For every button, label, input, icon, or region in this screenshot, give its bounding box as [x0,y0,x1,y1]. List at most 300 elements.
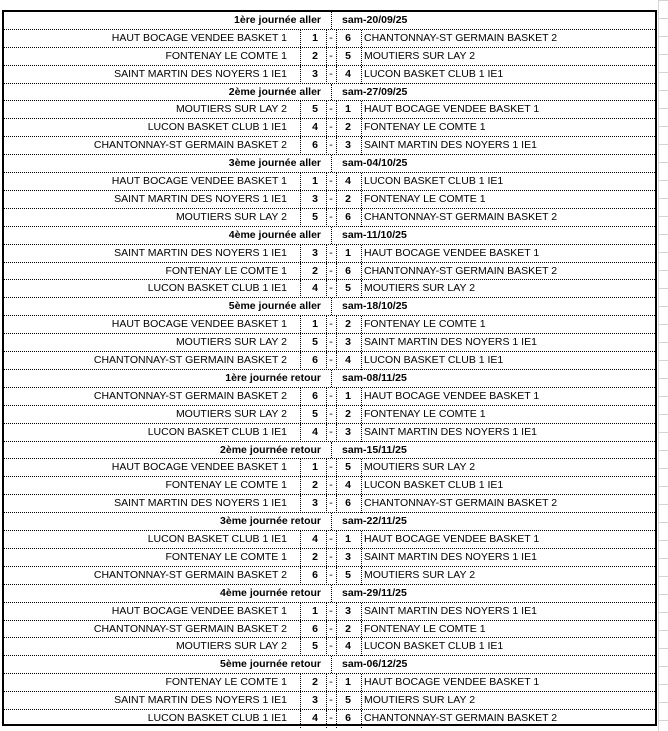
journee-header [4,370,655,388]
home-team: LUCON BASKET CLUB 1 IE1 [147,282,287,295]
cell-divider [336,477,337,494]
home-team-number: 2 [312,479,318,492]
away-team-number: 5 [345,694,351,707]
journee-label: 5ème journée aller [228,300,321,313]
cell-divider [300,603,301,620]
cell-divider [336,495,337,513]
home-team-number: 3 [312,246,318,259]
vs-separator: - [329,210,333,223]
home-team: HAUT BOCAGE VENDEE BASKET 1 [111,31,287,44]
header-divider [331,442,332,459]
vs-separator: - [329,139,333,152]
cell-divider [300,567,301,585]
cell-divider [361,334,362,351]
home-team-number: 6 [312,622,318,635]
vs-separator: - [329,336,333,349]
home-team: FONTENAY LE COMTE 1 [165,264,287,277]
journee-block [4,84,655,156]
journee-block [4,12,655,84]
header-divider [331,513,332,530]
away-team-number: 4 [345,479,351,492]
away-team-number: 2 [345,192,351,205]
journee-block [4,155,655,227]
away-team-number: 6 [345,497,351,510]
home-team-number: 4 [312,282,318,295]
match-row [4,692,655,710]
cell-divider [361,48,362,65]
away-team: HAUT BOCAGE VENDEE BASKET 1 [364,533,540,546]
cell-divider [300,316,301,333]
cell-divider [300,692,301,709]
match-row [4,30,655,48]
cell-divider [300,388,301,405]
away-team-number: 5 [345,282,351,295]
cell-divider [336,101,337,118]
away-team-number: 4 [345,175,351,188]
cell-divider [361,567,362,585]
match-row [4,388,655,406]
journee-block [4,227,655,299]
home-team: HAUT BOCAGE VENDEE BASKET 1 [111,175,287,188]
cell-divider [300,66,301,84]
match-row [4,710,655,728]
journee-header [4,513,655,531]
vs-separator: - [329,533,333,546]
cell-divider [336,173,337,190]
journee-date: sam-08/11/25 [342,371,407,384]
match-row [4,495,655,513]
schedule-table [2,10,657,726]
away-team: SAINT MARTIN DES NOYERS 1 IE1 [364,139,537,152]
vs-separator: - [329,192,333,205]
match-row [4,245,655,263]
match-row [4,549,655,567]
cell-divider [300,638,301,656]
cell-divider [361,119,362,136]
journee-block [4,513,655,585]
journee-header [4,12,655,30]
cell-divider [361,66,362,84]
away-team: CHANTONNAY-ST GERMAIN BASKET 2 [364,712,558,725]
away-team: MOUTIERS SUR LAY 2 [364,694,476,707]
away-team: CHANTONNAY-ST GERMAIN BASKET 2 [364,210,558,223]
cell-divider [300,477,301,494]
match-row [4,173,655,191]
cell-divider [361,352,362,370]
header-divider [331,227,332,244]
home-team-number: 1 [312,604,318,617]
cell-divider [336,388,337,405]
home-team: SAINT MARTIN DES NOYERS 1 IE1 [114,497,287,510]
journee-header [4,585,655,603]
home-team-number: 2 [312,676,318,689]
cell-divider [336,567,337,585]
cell-divider [300,30,301,47]
away-team-number: 4 [345,640,351,653]
home-team-number: 5 [312,407,318,420]
home-team-number: 4 [312,533,318,546]
away-team: HAUT BOCAGE VENDEE BASKET 1 [364,246,540,259]
match-row [4,459,655,477]
home-team-number: 1 [312,461,318,474]
cell-divider [361,173,362,190]
journee-block [4,656,655,728]
journee-header [4,298,655,316]
journee-header [4,155,655,173]
cell-divider [336,280,337,298]
cell-divider [336,549,337,566]
away-team: HAUT BOCAGE VENDEE BASKET 1 [364,389,540,402]
cell-divider [361,424,362,442]
vs-separator: - [329,31,333,44]
vs-separator: - [329,354,333,367]
cell-divider [300,280,301,298]
cell-divider [336,603,337,620]
home-team: LUCON BASKET CLUB 1 IE1 [147,712,287,725]
cell-divider [336,621,337,638]
cell-divider [300,406,301,423]
cell-divider [300,459,301,476]
cell-divider [336,352,337,370]
journee-date: sam-11/10/25 [342,228,407,241]
home-team-number: 6 [312,568,318,581]
cell-divider [336,692,337,709]
away-team: HAUT BOCAGE VENDEE BASKET 1 [364,676,540,689]
match-row [4,66,655,84]
cell-divider [300,674,301,691]
home-team-number: 5 [312,640,318,653]
away-team: CHANTONNAY-ST GERMAIN BASKET 2 [364,31,558,44]
journee-header [4,227,655,245]
cell-divider [361,191,362,208]
header-divider [331,84,332,101]
home-team-number: 3 [312,192,318,205]
home-team: HAUT BOCAGE VENDEE BASKET 1 [111,461,287,474]
cell-divider [361,459,362,476]
home-team: MOUTIERS SUR LAY 2 [175,336,287,349]
cell-divider [361,495,362,513]
cell-divider [336,334,337,351]
header-divider [331,370,332,387]
vs-separator: - [329,121,333,134]
cell-divider [336,119,337,136]
match-row [4,674,655,692]
cell-divider [361,549,362,566]
away-team-number: 2 [345,121,351,134]
away-team-number: 6 [345,31,351,44]
away-team-number: 1 [345,246,351,259]
away-team: FONTENAY LE COMTE 1 [364,407,486,420]
cell-divider [300,263,301,280]
cell-divider [336,245,337,262]
cell-divider [336,48,337,65]
home-team: CHANTONNAY-ST GERMAIN BASKET 2 [93,622,287,635]
journee-label: 4ème journée aller [228,228,321,241]
home-team: FONTENAY LE COMTE 1 [165,49,287,62]
header-divider [331,12,332,29]
cell-divider [300,531,301,548]
match-row [4,477,655,495]
away-team: SAINT MARTIN DES NOYERS 1 IE1 [364,550,537,563]
journee-label: 2ème journée retour [220,443,321,456]
journee-date: sam-06/12/25 [342,658,408,671]
cell-divider [300,48,301,65]
vs-separator: - [329,694,333,707]
home-team-number: 1 [312,318,318,331]
cell-divider [300,101,301,118]
away-team-number: 1 [345,103,351,116]
cell-divider [336,406,337,423]
header-divider [331,656,332,673]
journee-block [4,442,655,514]
journee-header [4,442,655,460]
vs-separator: - [329,389,333,402]
cell-divider [361,137,362,155]
away-team: LUCON BASKET CLUB 1 IE1 [364,479,504,492]
journee-block [4,370,655,442]
cell-divider [300,334,301,351]
cell-divider [300,352,301,370]
match-row [4,191,655,209]
cropped-header-line [0,0,668,4]
vs-separator: - [329,676,333,689]
away-team: MOUTIERS SUR LAY 2 [364,568,476,581]
away-team-number: 1 [345,533,351,546]
cell-divider [361,388,362,405]
cell-divider [336,674,337,691]
match-row [4,424,655,442]
match-row [4,263,655,281]
home-team: MOUTIERS SUR LAY 2 [175,407,287,420]
home-team-number: 2 [312,550,318,563]
home-team: HAUT BOCAGE VENDEE BASKET 1 [111,318,287,331]
header-divider [331,585,332,602]
away-team: MOUTIERS SUR LAY 2 [364,282,476,295]
home-team: MOUTIERS SUR LAY 2 [175,210,287,223]
away-team-number: 5 [345,461,351,474]
away-team: MOUTIERS SUR LAY 2 [364,461,476,474]
home-team-number: 1 [312,31,318,44]
cell-divider [361,209,362,227]
home-team: SAINT MARTIN DES NOYERS 1 IE1 [114,246,287,259]
journee-date: sam-04/10/25 [342,157,408,170]
journee-date: sam-29/11/25 [342,586,407,599]
journee-label: 5ème journée retour [220,658,321,671]
cell-divider [300,209,301,227]
match-row [4,316,655,334]
away-team: LUCON BASKET CLUB 1 IE1 [364,640,504,653]
cell-divider [300,137,301,155]
away-team: FONTENAY LE COMTE 1 [364,622,486,635]
away-team: MOUTIERS SUR LAY 2 [364,49,476,62]
home-team: HAUT BOCAGE VENDEE BASKET 1 [111,604,287,617]
away-team-number: 2 [345,622,351,635]
cell-divider [361,316,362,333]
cell-divider [336,710,337,728]
home-team-number: 2 [312,264,318,277]
journee-block [4,298,655,370]
cell-divider [361,531,362,548]
journee-label: 2ème journée aller [228,85,321,98]
journee-header [4,84,655,102]
away-team-number: 4 [345,67,351,80]
home-team-number: 6 [312,354,318,367]
vs-separator: - [329,246,333,259]
cell-divider [336,638,337,656]
home-team: FONTENAY LE COMTE 1 [165,676,287,689]
cell-divider [336,459,337,476]
away-team-number: 4 [345,354,351,367]
home-team-number: 4 [312,425,318,438]
vs-separator: - [329,103,333,116]
match-row [4,48,655,66]
journee-block [4,585,655,657]
cell-divider [361,245,362,262]
away-team: HAUT BOCAGE VENDEE BASKET 1 [364,103,540,116]
vs-separator: - [329,622,333,635]
match-row [4,621,655,639]
cell-divider [361,30,362,47]
header-divider [331,298,332,315]
home-team: LUCON BASKET CLUB 1 IE1 [147,533,287,546]
home-team-number: 4 [312,121,318,134]
away-team: LUCON BASKET CLUB 1 IE1 [364,354,504,367]
cell-divider [336,191,337,208]
away-team-number: 3 [345,604,351,617]
home-team: CHANTONNAY-ST GERMAIN BASKET 2 [93,139,287,152]
vs-separator: - [329,712,333,725]
away-team-number: 1 [345,676,351,689]
away-team: SAINT MARTIN DES NOYERS 1 IE1 [364,336,537,349]
journee-label: 1ère journée aller [234,14,321,26]
match-row [4,567,655,585]
match-row [4,280,655,298]
cell-divider [300,119,301,136]
cell-divider [300,245,301,262]
match-row [4,352,655,370]
cell-divider [361,280,362,298]
home-team-number: 2 [312,49,318,62]
cell-divider [336,30,337,47]
home-team: CHANTONNAY-ST GERMAIN BASKET 2 [93,354,287,367]
vs-separator: - [329,550,333,563]
away-team: FONTENAY LE COMTE 1 [364,318,486,331]
vs-separator: - [329,264,333,277]
home-team: LUCON BASKET CLUB 1 IE1 [147,425,287,438]
away-team: FONTENAY LE COMTE 1 [364,192,486,205]
cell-divider [300,621,301,638]
journee-date: sam-27/09/25 [342,85,408,98]
cell-divider [336,263,337,280]
header-divider [331,155,332,172]
cell-divider [300,549,301,566]
away-team-number: 2 [345,407,351,420]
match-row [4,638,655,656]
journee-label: 3ème journée retour [220,515,321,528]
away-team-number: 3 [345,336,351,349]
vs-separator: - [329,461,333,474]
away-team: LUCON BASKET CLUB 1 IE1 [364,67,504,80]
away-team-number: 5 [345,568,351,581]
journee-date: sam-20/09/25 [342,14,408,26]
vs-separator: - [329,640,333,653]
vs-separator: - [329,318,333,331]
cell-divider [336,531,337,548]
away-team: LUCON BASKET CLUB 1 IE1 [364,175,504,188]
home-team: SAINT MARTIN DES NOYERS 1 IE1 [114,67,287,80]
away-team: SAINT MARTIN DES NOYERS 1 IE1 [364,604,537,617]
home-team-number: 5 [312,210,318,223]
home-team-number: 4 [312,712,318,725]
match-row [4,531,655,549]
match-row [4,209,655,227]
home-team: CHANTONNAY-ST GERMAIN BASKET 2 [93,568,287,581]
cell-divider [336,316,337,333]
home-team-number: 5 [312,336,318,349]
cell-divider [361,406,362,423]
vs-separator: - [329,407,333,420]
home-team: FONTENAY LE COMTE 1 [165,479,287,492]
journee-header [4,656,655,674]
away-team-number: 2 [345,318,351,331]
home-team-number: 1 [312,175,318,188]
home-team: CHANTONNAY-ST GERMAIN BASKET 2 [93,389,287,402]
cell-divider [300,424,301,442]
journee-label: 1ère journée retour [225,371,321,384]
vs-separator: - [329,67,333,80]
journee-date: sam-15/11/25 [342,443,407,456]
cell-divider [336,209,337,227]
vs-separator: - [329,479,333,492]
away-team-number: 6 [345,210,351,223]
home-team: FONTENAY LE COMTE 1 [165,550,287,563]
vs-separator: - [329,568,333,581]
away-team-number: 6 [345,712,351,725]
match-row [4,406,655,424]
away-team-number: 6 [345,264,351,277]
home-team: SAINT MARTIN DES NOYERS 1 IE1 [114,192,287,205]
cell-divider [361,263,362,280]
cell-divider [300,191,301,208]
match-row [4,334,655,352]
home-team: LUCON BASKET CLUB 1 IE1 [147,121,287,134]
match-row [4,603,655,621]
home-team-number: 6 [312,389,318,402]
cell-divider [361,638,362,656]
cell-divider [361,101,362,118]
cell-divider [300,495,301,513]
home-team-number: 6 [312,139,318,152]
cell-divider [361,477,362,494]
away-team: CHANTONNAY-ST GERMAIN BASKET 2 [364,264,558,277]
cell-divider [361,710,362,728]
cell-divider [361,674,362,691]
journee-date: sam-22/11/25 [342,515,407,528]
vs-separator: - [329,604,333,617]
cell-divider [336,66,337,84]
vs-separator: - [329,49,333,62]
journee-label: 3ème journée aller [228,157,321,170]
cell-divider [300,173,301,190]
away-team-number: 3 [345,550,351,563]
away-team-number: 3 [345,139,351,152]
cell-divider [361,621,362,638]
home-team: SAINT MARTIN DES NOYERS 1 IE1 [114,694,287,707]
journee-date: sam-18/10/25 [342,300,408,313]
cell-divider [336,424,337,442]
home-team-number: 3 [312,67,318,80]
match-row [4,101,655,119]
